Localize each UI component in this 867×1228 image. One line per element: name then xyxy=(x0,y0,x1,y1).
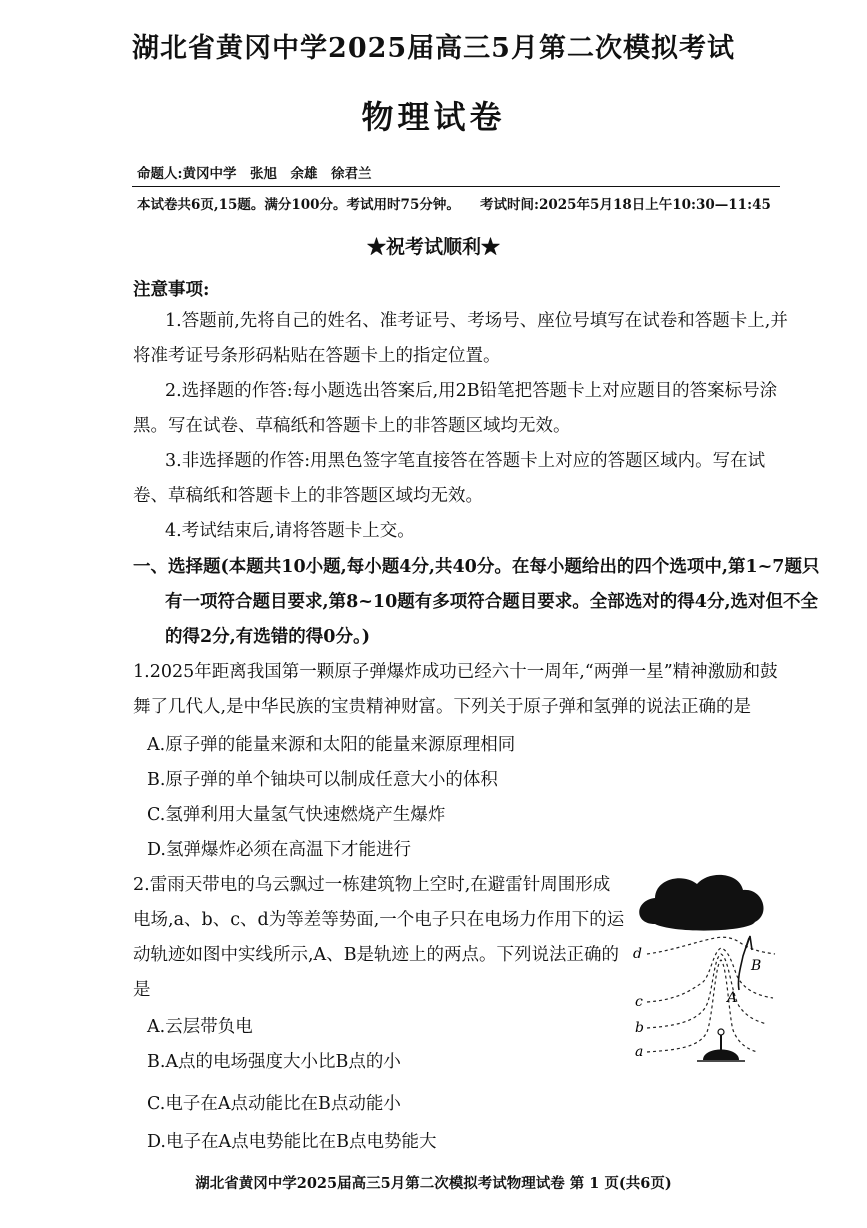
line-a xyxy=(647,960,757,1052)
exam-title: 湖北省黄冈中学2025届高三5月第二次模拟考试 xyxy=(132,33,735,64)
question-1-option: D.氢弹爆炸必须在高温下才能进行 xyxy=(147,840,411,860)
label-point-A: A xyxy=(727,990,738,1006)
question-1-option: C.氢弹利用大量氢气快速燃烧产生爆炸 xyxy=(147,805,446,825)
line-b xyxy=(647,954,767,1028)
question-2-option: C.电子在A点动能比在B点动能小 xyxy=(147,1094,401,1114)
label-b: b xyxy=(635,1020,644,1036)
motto: ★祝考试顺利★ xyxy=(366,236,500,258)
header-divider xyxy=(132,186,780,187)
question-2-stem: 2.雷雨天带电的乌云飘过一栋建筑物上空时,在避雷针周围形成电场,a、b、c、d为等差等势面,一个电子只在电场力作用下的运动轨迹如图中实线所示,A、B是轨迹上的两点。下列说法正确的是 xyxy=(133,875,625,1000)
building-dome-icon xyxy=(703,1050,739,1061)
authors-line: 命题人:黄冈中学 张旭 余雄 徐君兰 xyxy=(137,166,372,182)
notice-item: 3.非选择题的作答:用黑色签字笔直接答在答题卡上对应的答题区域内。写在试卷、草稿纸和答题卡上的非答题区域均无效。 xyxy=(133,451,766,506)
question-2-option: A.云层带负电 xyxy=(147,1017,253,1037)
notice-item: 2.选择题的作答:每小题选出答案后,用2B铅笔把答题卡上对应题目的答案标号涂黑。写在试卷、草稿纸和答题卡上的非答题区域均无效。 xyxy=(133,381,778,436)
label-c: c xyxy=(635,994,643,1010)
arrow-icon xyxy=(746,936,752,950)
question-1-stem: 1.2025年距离我国第一颗原子弹爆炸成功已经六十一周年,“两弹一星”精神激励和鼓舞了几代人,是中华民族的宝贵精神财富。下列关于原子弹和氢弹的说法正确的是 xyxy=(133,662,778,717)
question-2-option: B.A点的电场强度大小比B点的小 xyxy=(147,1052,401,1072)
notice-title: 注意事项: xyxy=(133,280,210,300)
label-a: a xyxy=(635,1044,644,1060)
notice-item: 1.答题前,先将自己的姓名、准考证号、考场号、座位号填写在试卷和答题卡上,并将准考证号条形码粘贴在答题卡上的指定位置。 xyxy=(133,311,788,366)
question-1-option: B.原子弹的单个铀块可以制成任意大小的体积 xyxy=(147,770,498,790)
cloud-icon xyxy=(639,875,763,931)
label-d: d xyxy=(633,946,642,962)
question-2-option: D.电子在A点电势能比在B点电势能大 xyxy=(147,1132,437,1152)
equipotential-lines xyxy=(647,937,775,1052)
page-footer: 湖北省黄冈中学2025届高三5月第二次模拟考试物理试卷 第 1 页(共6页) xyxy=(195,1175,672,1192)
label-point-B: B xyxy=(751,958,762,974)
exam-time: 考试时间:2025年5月18日上午10:30—11:45 xyxy=(480,197,771,213)
exam-info: 本试卷共6页,15题。满分100分。考试用时75分钟。 xyxy=(137,197,460,213)
question-1-option: A.原子弹的能量来源和太阳的能量来源原理相同 xyxy=(147,735,516,755)
notice-item: 4.考试结束后,请将答题卡上交。 xyxy=(165,521,415,541)
section-heading: 一、选择题(本题共10小题,每小题4分,共40分。在每小题给出的四个选项中,第1~7题只有一项符合题目要求,第8~10题有多项符合题目要求。全部选对的得4分,选对但不全的得2分,有选错的得0分。) xyxy=(133,557,820,647)
line-d xyxy=(647,937,775,954)
cloud-lightning-rod-figure xyxy=(615,862,785,1072)
subject-title: 物理试卷 xyxy=(361,98,506,136)
